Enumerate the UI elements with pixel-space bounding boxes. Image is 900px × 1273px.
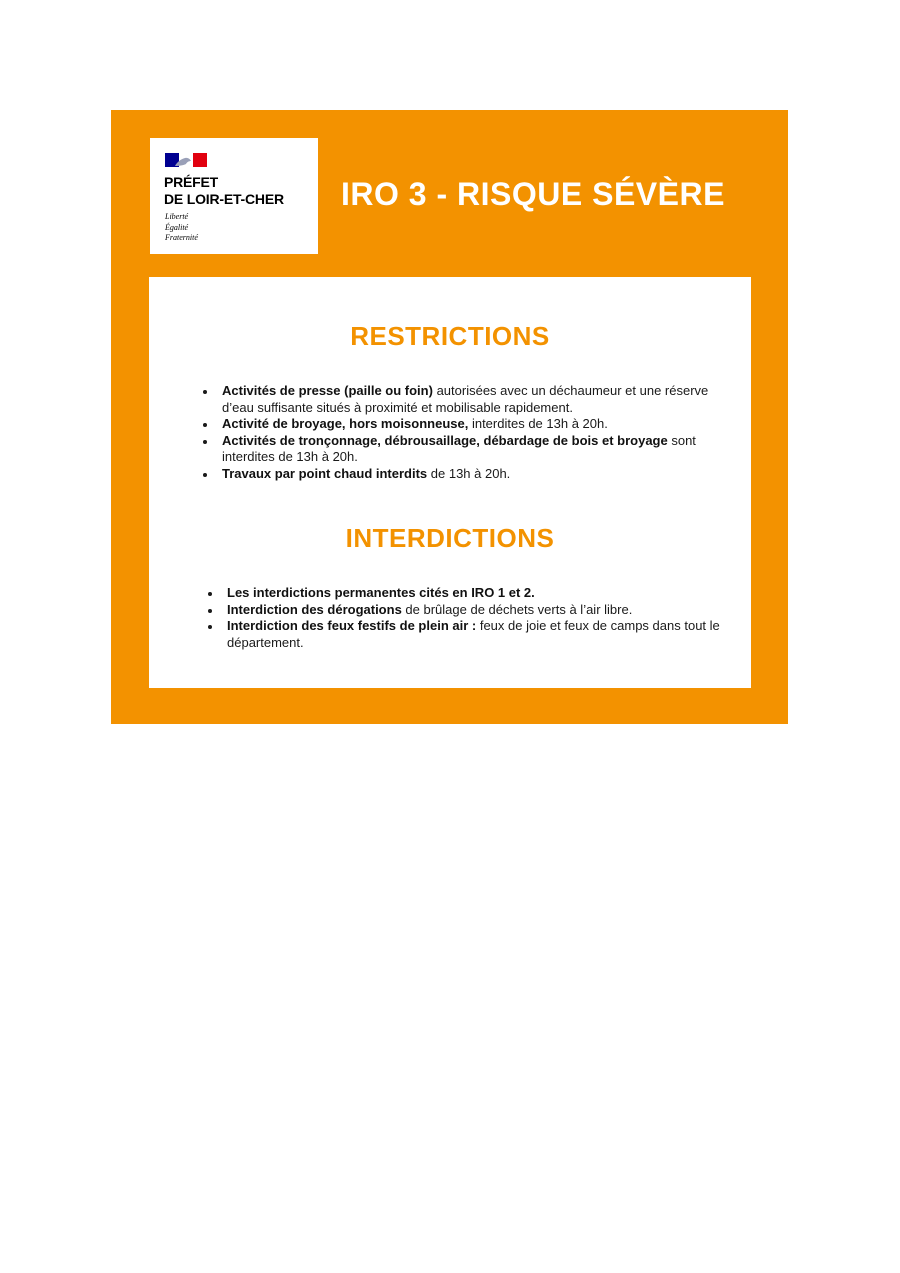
list-item xyxy=(206,602,726,619)
item-bold: Activités de tronçonnage, débrousaillage, débardage de bois et broyage xyxy=(222,432,668,448)
item-text: feux de joie et feux de camps dans tout le département. xyxy=(227,618,720,650)
item-text: sont interdites de 13h à 20h. xyxy=(222,432,696,464)
list-item xyxy=(201,383,721,416)
logo-title-line2: DE LOIR-ET-CHER xyxy=(164,191,284,207)
poster xyxy=(111,110,788,724)
interdictions-heading: INTERDICTIONS xyxy=(345,523,555,553)
logo-title xyxy=(164,174,284,208)
list-item xyxy=(201,433,721,466)
restrictions-heading: RESTRICTIONS xyxy=(350,321,550,351)
item-bold: Travaux par point chaud interdits xyxy=(222,465,428,481)
item-bold: Activité de broyage, hors moisonneuse, xyxy=(222,416,469,431)
item-bold: Les interdictions permanentes cités en IRO 1 et 2. xyxy=(227,585,535,600)
item-bold: Activités de presse (paille ou foin) xyxy=(222,383,433,398)
motto-egalite: Égalité xyxy=(165,222,189,232)
interdictions-list xyxy=(206,585,726,651)
list-item xyxy=(201,416,721,433)
page-title: IRO 3 - RISQUE SÉVÈRE xyxy=(341,176,725,212)
motto-fraternite: Fraternité xyxy=(165,233,198,242)
item-text: de brûlage de déchets verts à l’air libre. xyxy=(401,601,633,617)
item-text: interdites de 13h à 20h. xyxy=(468,416,608,431)
content-panel xyxy=(149,277,751,688)
item-bold: Interdiction des dérogations xyxy=(227,601,402,617)
list-item xyxy=(206,585,726,602)
republic-motto xyxy=(165,212,198,244)
restrictions-list xyxy=(201,383,721,482)
item-bold: Interdiction des feux festifs de plein air : xyxy=(227,618,477,633)
list-item xyxy=(201,466,721,483)
logo-title-line1: PRÉFET xyxy=(164,174,219,190)
prefecture-logo xyxy=(150,138,318,254)
list-item xyxy=(206,618,726,651)
motto-liberte: Liberté xyxy=(165,212,189,221)
marianne-flag-icon xyxy=(165,153,207,167)
item-text: autorisées avec un déchaumeur et une réserve d’eau suffisante situés à proximité et mobilisable rapidement. xyxy=(222,383,709,415)
item-text: de 13h à 20h. xyxy=(427,465,511,481)
